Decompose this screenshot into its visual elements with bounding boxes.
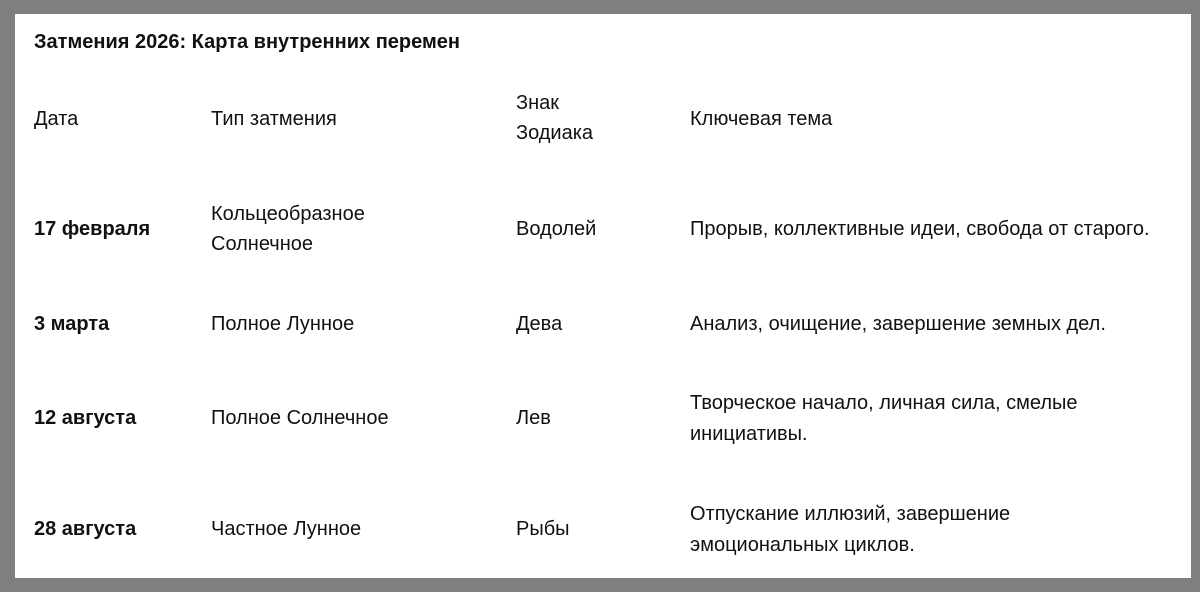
header-zodiac-sign-line2: Зодиака: [516, 122, 594, 144]
row-eclipse-type: Частное Лунное: [211, 518, 362, 540]
header-key-theme: Ключевая тема: [690, 108, 833, 130]
row-zodiac-sign: Водолей: [516, 218, 597, 240]
row-zodiac-sign: Дева: [516, 313, 563, 335]
row-eclipse-type: Полное Лунное: [211, 313, 355, 335]
header-zodiac-sign-line1: Знак: [516, 92, 559, 114]
row-date: 28 августа: [34, 518, 137, 540]
row-key-theme: Анализ, очищение, завершение земных дел.: [690, 313, 1106, 335]
row-key-theme-line2: эмоциональных циклов.: [690, 534, 915, 556]
document-frame: [15, 14, 1191, 578]
row-key-theme: Прорыв, коллективные идеи, свобода от старого.: [690, 218, 1150, 240]
row-key-theme-line1: Творческое начало, личная сила, смелые: [690, 392, 1078, 414]
row-eclipse-type-line2: Солнечное: [211, 233, 314, 255]
row-key-theme-line1: Отпускание иллюзий, завершение: [690, 503, 1011, 525]
row-eclipse-type: Полное Солнечное: [211, 407, 389, 429]
row-zodiac-sign: Рыбы: [516, 518, 570, 540]
row-date: 3 марта: [34, 313, 110, 335]
table-title: Затмения 2026: Карта внутренних перемен: [34, 31, 460, 53]
row-zodiac-sign: Лев: [516, 407, 551, 429]
row-date: 17 февраля: [34, 218, 151, 240]
header-eclipse-type: Тип затмения: [211, 108, 337, 130]
row-eclipse-type-line1: Кольцеобразное: [211, 203, 365, 225]
row-date: 12 августа: [34, 407, 137, 429]
row-key-theme-line2: инициативы.: [690, 423, 808, 445]
header-date: Дата: [34, 108, 79, 130]
